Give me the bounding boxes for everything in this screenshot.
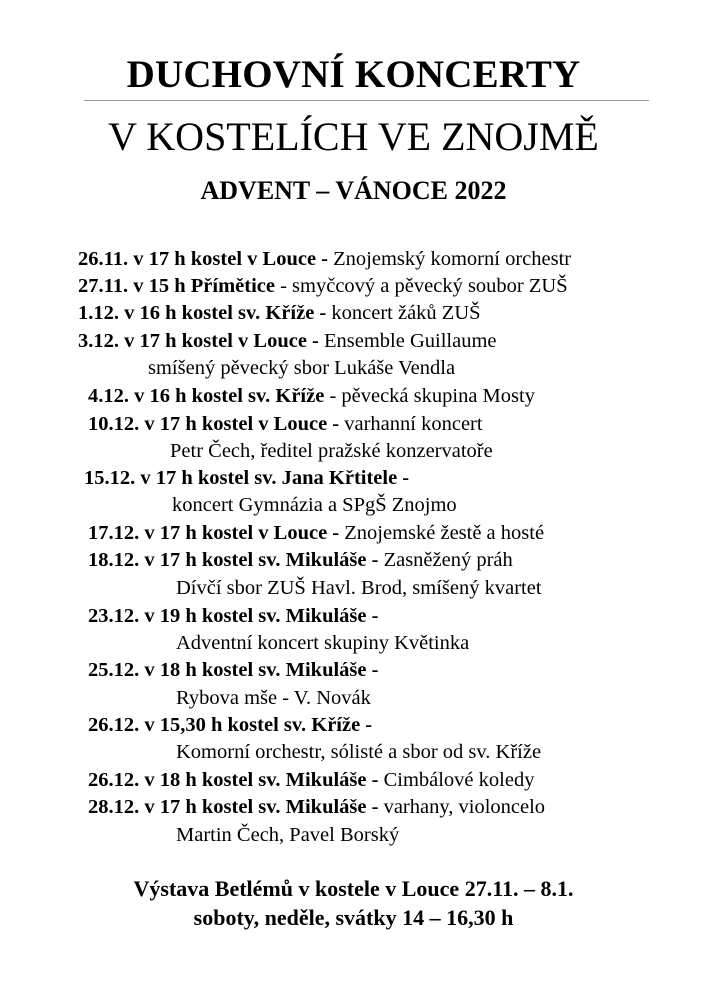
- event-head: 17.12. v 17 h kostel v Louce -: [88, 522, 340, 544]
- event-row: [88, 712, 372, 739]
- event-desc: - pěvecká skupina Mosty: [324, 385, 535, 407]
- event-desc: - smyčcový a pěvecký soubor ZUŠ: [274, 275, 568, 297]
- event-continuation: Dívčí sbor ZUŠ Havl. Brod, smíšený kvartet: [176, 577, 542, 599]
- event-row: [88, 411, 483, 438]
- event-continuation: Komorní orchestr, sólisté a sbor od sv. Kříže: [176, 741, 542, 763]
- event-head: 10.12. v 17 h kostel v Louce -: [88, 413, 340, 435]
- event-head: 27.11. v 15 h Přímětice: [78, 275, 275, 297]
- event-desc: Znojemské žestě a hosté: [339, 522, 545, 544]
- event-row: [88, 794, 545, 821]
- event-continuation: Rybova mše - V. Novák: [176, 687, 371, 709]
- event-head: 3.12. v 17 h kostel v Louce -: [78, 330, 319, 352]
- event-head: 25.12. v 18 h kostel sv. Mikuláše -: [88, 659, 379, 681]
- event-desc: Cimbálové koledy: [378, 769, 535, 791]
- event-head: 18.12. v 17 h kostel sv. Mikuláše -: [88, 549, 379, 571]
- event-row: [88, 603, 378, 630]
- event-desc: Ensemble Guillaume: [318, 330, 497, 352]
- page-title: DUCHOVNÍ KONCERTY: [126, 53, 581, 96]
- event-desc: varhany, violoncelo: [378, 796, 546, 818]
- event-row: [84, 465, 409, 492]
- event-head: 26.12. v 15,30 h kostel sv. Kříže -: [88, 714, 373, 736]
- event-desc: Znojemský komorní orchestr: [328, 248, 572, 270]
- event-row: [88, 383, 535, 410]
- event-head: 26.11. v 17 h kostel v Louce -: [78, 248, 328, 270]
- event-row: [78, 273, 568, 300]
- event-row: [88, 520, 544, 547]
- event-head: 23.12. v 19 h kostel sv. Mikuláše -: [88, 605, 379, 627]
- event-continuation: Petr Čech, ředitel pražské konzervatoře: [170, 440, 493, 462]
- event-head: 15.12. v 17 h kostel sv. Jana Křtitele -: [84, 467, 410, 489]
- event-head: 26.12. v 18 h kostel sv. Mikuláše -: [88, 769, 379, 791]
- title-divider: [84, 100, 649, 101]
- event-row: [78, 246, 571, 273]
- event-head: 4.12. v 16 h kostel sv. Kříže: [88, 385, 325, 407]
- event-head: 28.12. v 17 h kostel sv. Mikuláše -: [88, 796, 379, 818]
- event-row: [88, 547, 513, 574]
- period-heading: ADVENT – VÁNOCE 2022: [200, 176, 507, 205]
- event-desc: koncert žáků ZUŠ: [326, 302, 481, 324]
- exhibition-hours: soboty, neděle, svátky 14 – 16,30 h: [193, 905, 514, 930]
- event-continuation: koncert Gymnázia a SPgŠ Znojmo: [172, 494, 457, 516]
- event-desc: varhanní koncert: [339, 413, 483, 435]
- exhibition-line: Výstava Betlémů v kostele v Louce 27.11. – 8.1.: [133, 876, 574, 901]
- event-row: [78, 300, 481, 327]
- event-continuation: Adventní koncert skupiny Květinka: [176, 632, 470, 654]
- page-subtitle: V KOSTELÍCH VE ZNOJMĚ: [108, 114, 599, 159]
- event-continuation: smíšený pěvecký sbor Lukáše Vendla: [148, 357, 456, 379]
- event-continuation: Martin Čech, Pavel Borský: [176, 824, 400, 846]
- event-row: [88, 767, 534, 794]
- event-row: [78, 328, 497, 355]
- event-head: 1.12. v 16 h kostel sv. Kříže -: [78, 302, 327, 324]
- event-desc: Zasněžený práh: [378, 549, 513, 571]
- event-row: [88, 657, 378, 684]
